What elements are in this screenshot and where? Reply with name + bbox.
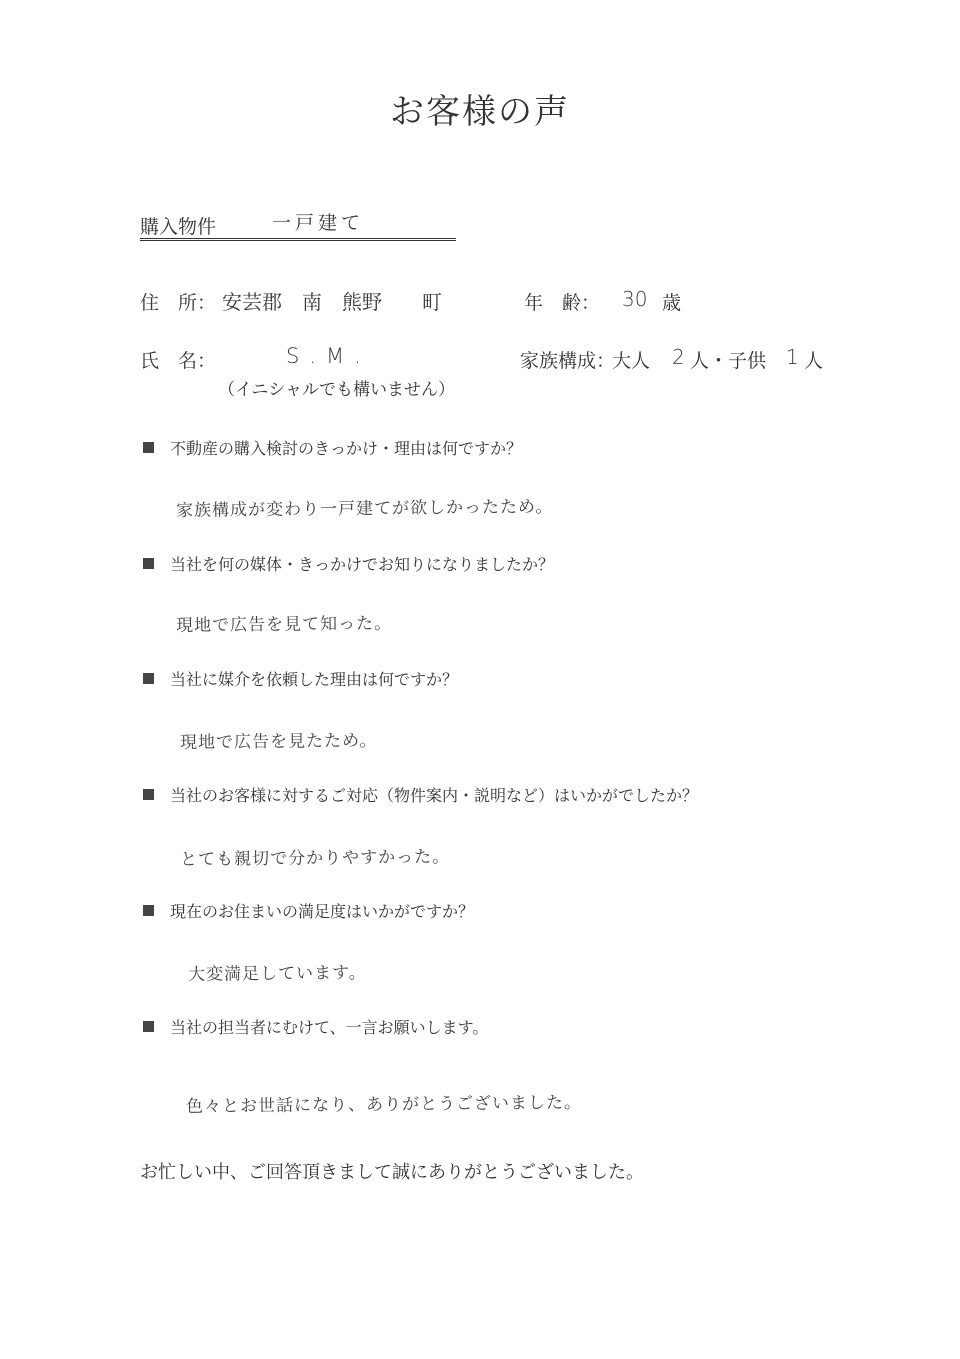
- square-bullet-icon: [143, 905, 154, 916]
- name-label: 氏 名：: [140, 350, 217, 372]
- property-value: 一戸建て: [272, 212, 365, 234]
- question-text: 当社に媒介を依頼した理由は何ですか？: [170, 670, 459, 689]
- question-2: [143, 552, 554, 575]
- answer-3: 現地で広告を見たため。: [179, 730, 378, 753]
- question-5: [143, 899, 474, 922]
- property-underline: [140, 238, 456, 241]
- property-label: 購入物件: [140, 216, 217, 238]
- address-label: 住 所：: [140, 292, 217, 314]
- square-bullet-icon: [143, 442, 154, 453]
- age-value: 30: [622, 287, 648, 311]
- age-unit: 歳: [662, 292, 682, 314]
- age-label: 年 齢：: [524, 292, 601, 314]
- question-text: 現在のお住まいの満足度はいかがですか？: [170, 902, 475, 921]
- family-children: 1: [786, 345, 799, 369]
- answer-2: 現地で広告を見て知った。: [175, 613, 393, 636]
- question-text: 当社のお客様に対するご対応（物件案内・説明など）はいかがでしたか？: [170, 786, 699, 805]
- question-6: [143, 1015, 488, 1038]
- family-label: 家族構成：: [520, 350, 616, 372]
- answer-4: とても親切で分かりやすかった。: [179, 847, 451, 870]
- page-title: お客様の声: [390, 92, 570, 132]
- address-value: 安芸郡 南 熊野 町: [222, 290, 442, 314]
- family-adult-suffix: 人・: [690, 350, 729, 372]
- answer-6: 色々とお世話になり、ありがとうございました。: [185, 1092, 583, 1117]
- answer-1: 家族構成が変わり一戸建てが欲しかったため。: [175, 497, 554, 521]
- square-bullet-icon: [143, 1021, 154, 1032]
- family-child-suffix: 人: [804, 350, 824, 372]
- family-adult-prefix: 大人: [612, 350, 651, 372]
- family-adults: 2: [672, 345, 685, 369]
- square-bullet-icon: [143, 558, 154, 569]
- question-4: [143, 783, 698, 806]
- family-child-prefix: 子供: [728, 350, 767, 372]
- square-bullet-icon: [143, 673, 154, 684]
- question-3: [143, 667, 458, 690]
- question-text: 当社の担当者にむけて、一言お願いします。: [170, 1018, 489, 1037]
- answer-5: 大変満足しています。: [187, 963, 367, 985]
- question-text: 不動産の購入検討のきっかけ・理由は何ですか？: [170, 439, 523, 458]
- question-text: 当社を何の媒体・きっかけでお知りになりましたか？: [170, 555, 555, 574]
- square-bullet-icon: [143, 789, 154, 800]
- question-1: [143, 436, 522, 459]
- name-note: （イニシャルでも構いません）: [218, 380, 455, 400]
- name-value: S.M.: [286, 344, 371, 368]
- closing-message: お忙しい中、ご回答頂きまして誠にありがとうございました。: [140, 1162, 644, 1183]
